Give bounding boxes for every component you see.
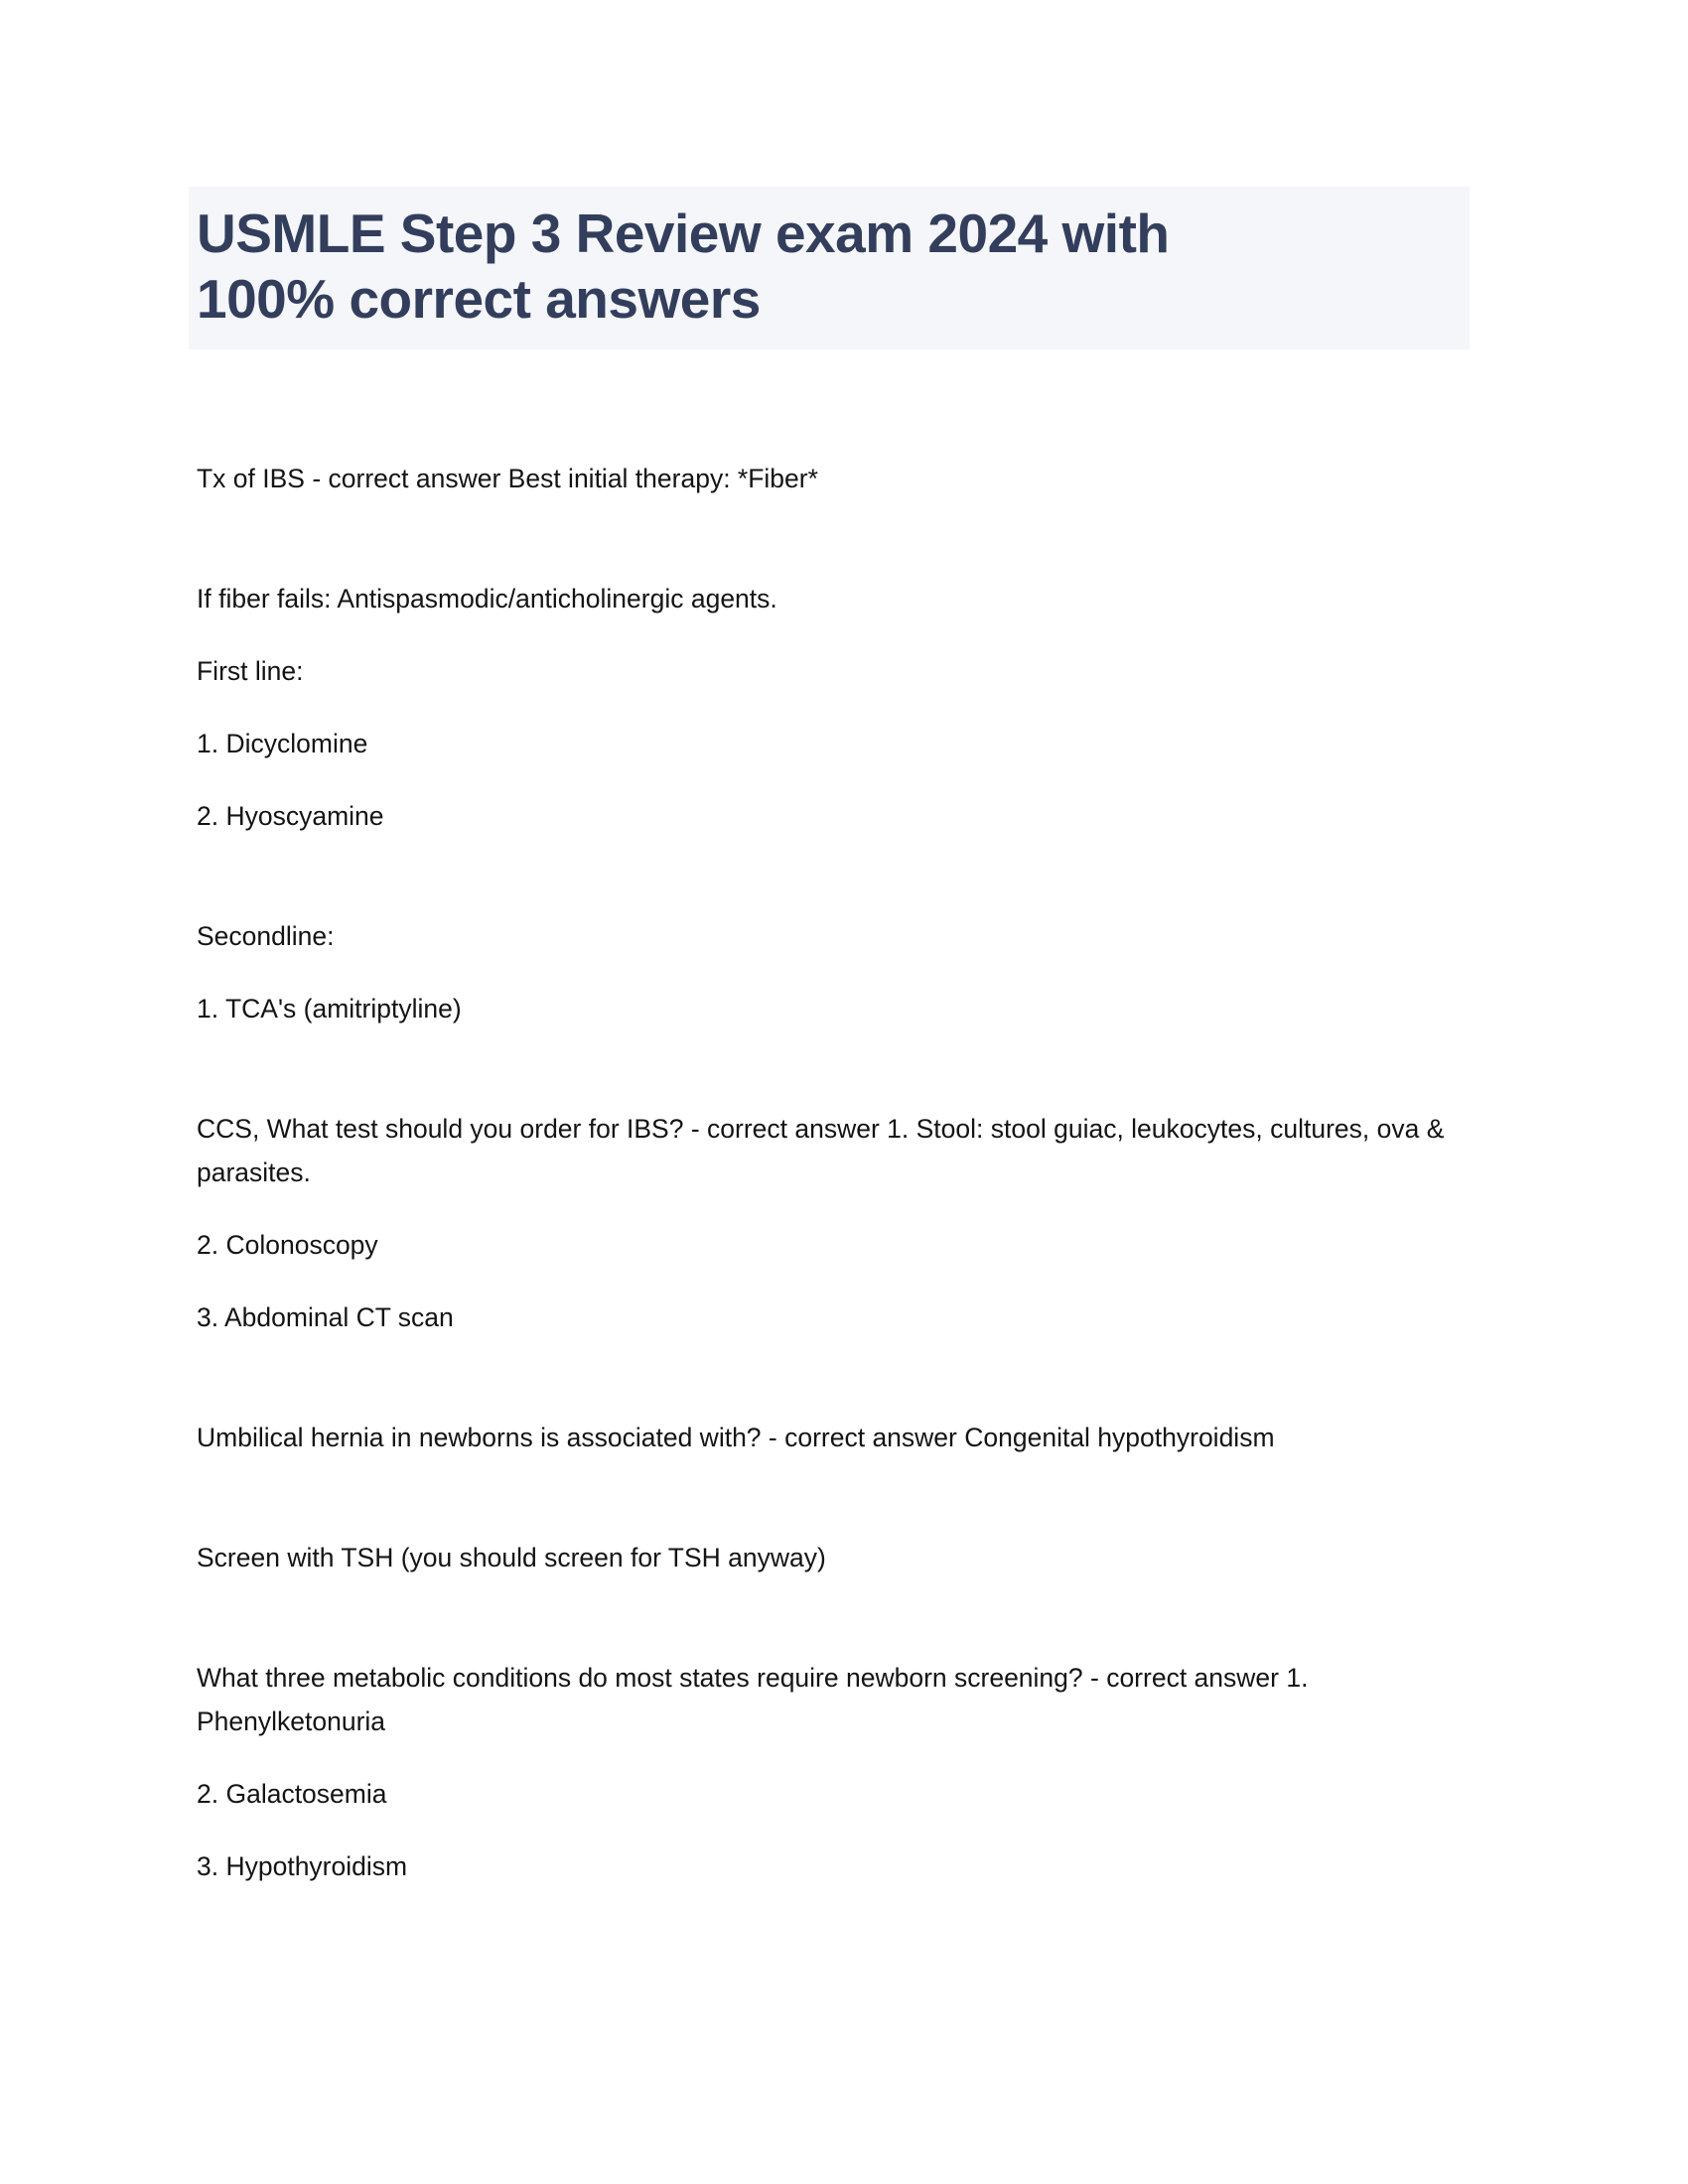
- list-item-abdominal-ct-scan: 3. Abdominal CT scan: [197, 1302, 454, 1332]
- paragraph-ccs-ibs-tests: CCS, What test should you order for IBS? - correct answer 1. Stool: stool guiac, leukocytes, cultures, ova & parasites.: [197, 1114, 1445, 1187]
- paragraph-screen-with-tsh: Screen with TSH (you should screen for TSH anyway): [197, 1543, 826, 1572]
- spacer: [197, 529, 1477, 577]
- paragraph-umbilical-hernia: Umbilical hernia in newborns is associated with? - correct answer Congenital hypothyroidism: [197, 1423, 1275, 1452]
- list-item-galactosemia: 2. Galactosemia: [197, 1779, 387, 1809]
- paragraph-secondline: Secondline:: [197, 921, 335, 951]
- spacer: [197, 1488, 1477, 1536]
- document-body: [197, 457, 1477, 1888]
- spacer: [197, 1059, 1477, 1107]
- list-item-hyoscyamine: 2. Hyoscyamine: [197, 801, 384, 831]
- page-content: [197, 0, 1477, 1917]
- paragraph-newborn-screening: What three metabolic conditions do most states require newborn screening? - correct answer 1. Phenylketonuria: [197, 1663, 1309, 1736]
- paragraph-if-fiber-fails: If fiber fails: Antispasmodic/anticholinergic agents.: [197, 584, 777, 614]
- page-title: [189, 187, 1470, 349]
- list-item-tca: 1. TCA's (amitriptyline): [197, 994, 462, 1024]
- spacer: [197, 1368, 1477, 1416]
- paragraph-tx-of-ibs: Tx of IBS - correct answer Best initial therapy: *Fiber*: [197, 464, 818, 493]
- paragraph-first-line: First line:: [197, 656, 304, 686]
- page-title-line-1: USMLE Step 3 Review exam 2024 with: [197, 203, 1170, 264]
- spacer: [197, 867, 1477, 914]
- list-item-hypothyroidism: 3. Hypothyroidism: [197, 1851, 408, 1881]
- list-item-colonoscopy: 2. Colonoscopy: [197, 1230, 378, 1260]
- page-title-line-2: 100% correct answers: [197, 268, 761, 330]
- spacer: [197, 1608, 1477, 1656]
- list-item-dicyclomine: 1. Dicyclomine: [197, 729, 368, 758]
